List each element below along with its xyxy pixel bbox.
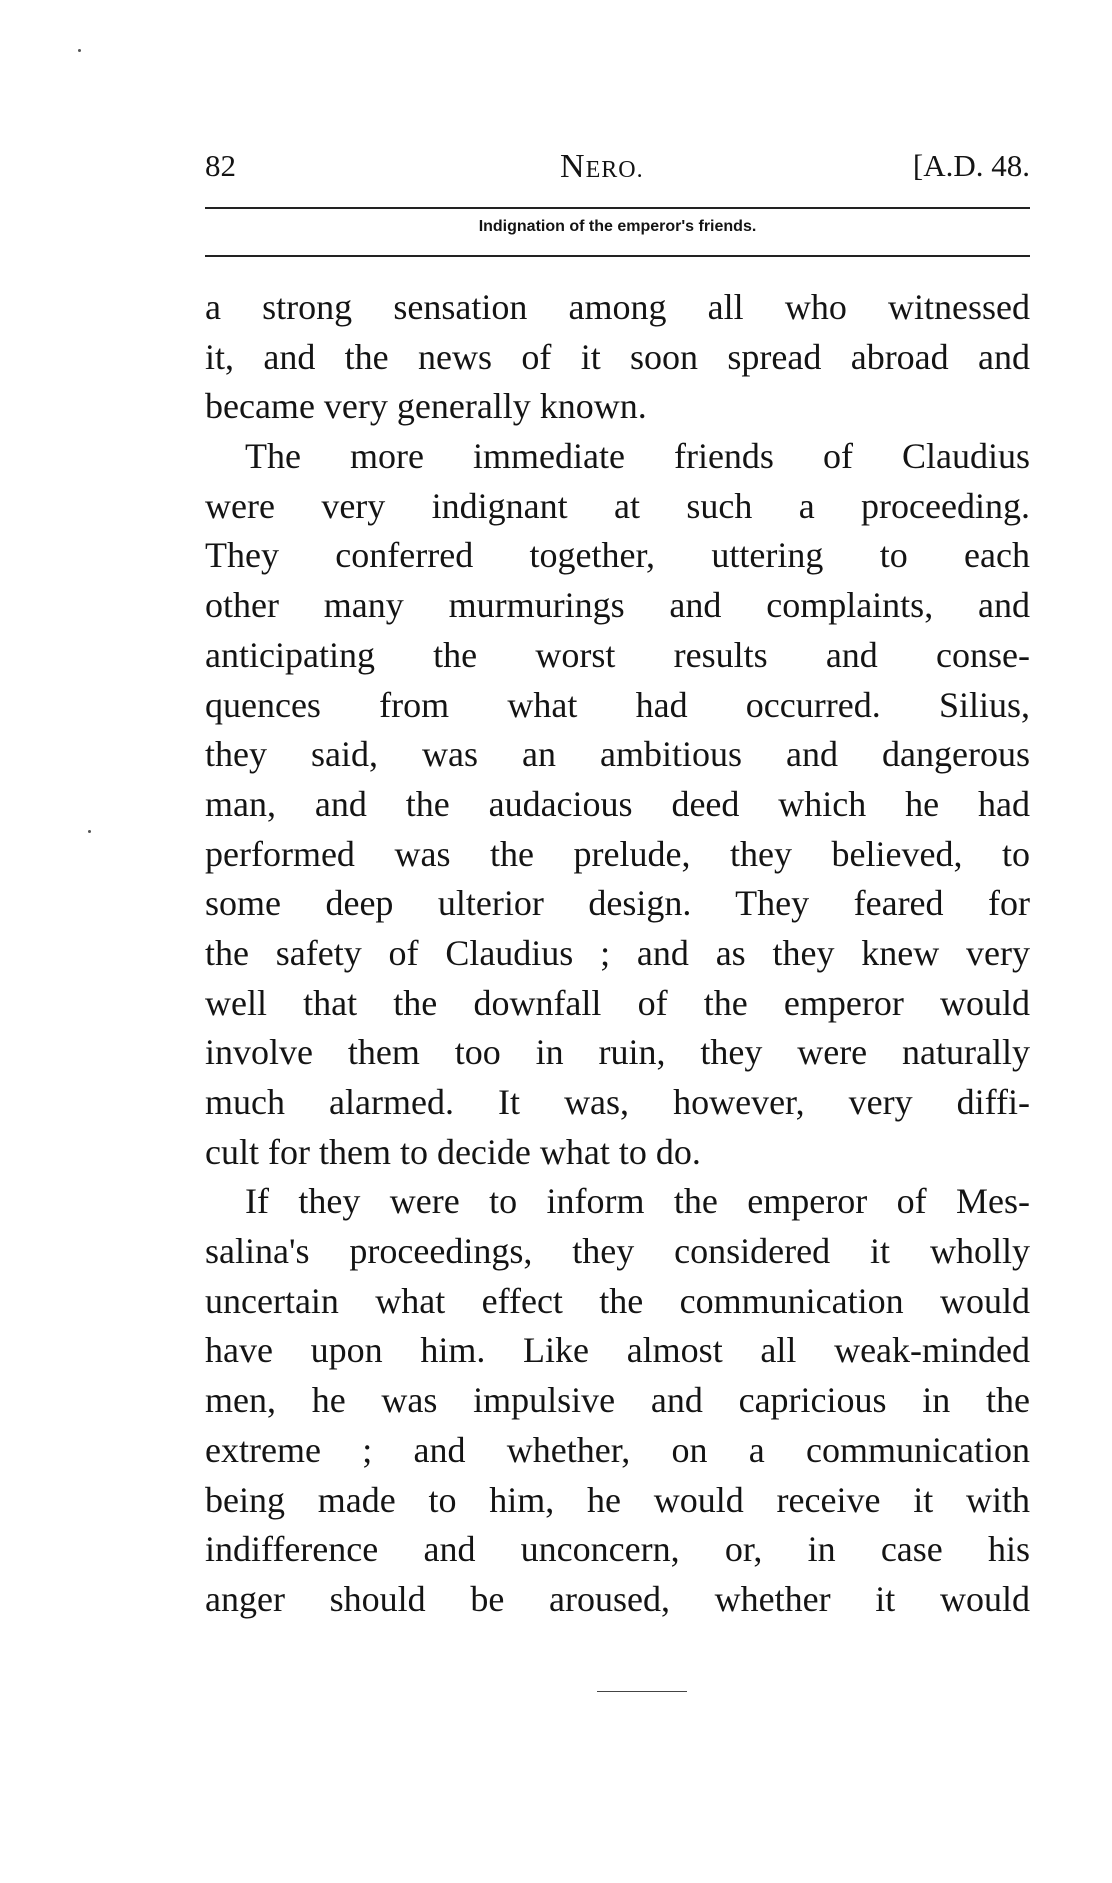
- running-title: [560, 148, 644, 186]
- text-line: anger should be aroused, whether it would: [205, 1578, 1030, 1619]
- text-line: well that the downfall of the emperor would: [205, 982, 1030, 1023]
- text-line: it, and the news of it soon spread abroad and: [205, 336, 1030, 377]
- running-title-rest: ERO.: [585, 157, 644, 183]
- text-line: being made to him, he would receive it with: [205, 1479, 1030, 1520]
- catchword-dash: [597, 1691, 687, 1692]
- text-line: have upon him. Like almost all weak-minded: [205, 1330, 1030, 1371]
- page-number: 82: [205, 148, 236, 183]
- body-text: [205, 283, 1030, 1625]
- text-line: some deep ulterior design. They feared for: [205, 883, 1030, 924]
- text-line: uncertain what effect the communication would: [205, 1280, 1030, 1321]
- text-line: much alarmed. It was, however, very diffi-: [205, 1082, 1030, 1122]
- text-line: salina's proceedings, they considered it wholly: [205, 1231, 1030, 1272]
- text-line: If they were to inform the emperor of Mes-: [245, 1181, 1030, 1222]
- subheading-rule: [205, 255, 1030, 257]
- text-line: a strong sensation among all who witnessed: [205, 287, 1030, 327]
- text-line: anticipating the worst results and conse-: [205, 634, 1030, 675]
- section-subheading: Indignation of the emperor's friends.: [478, 218, 757, 235]
- text-line: The more immediate friends of Claudius: [245, 436, 1030, 477]
- header-rule: [205, 207, 1030, 209]
- text-line: performed was the prelude, they believed, to: [205, 833, 1030, 874]
- text-line: indifference and unconcern, or, in case his: [205, 1529, 1030, 1570]
- text-line: cult for them to decide what to do.: [205, 1131, 701, 1172]
- text-line: other many murmurings and complaints, and: [205, 585, 1030, 626]
- text-line: involve them too in ruin, they were naturally: [205, 1032, 1030, 1073]
- text-line: were very indignant at such a proceeding.: [205, 485, 1030, 526]
- text-line: man, and the audacious deed which he had: [205, 783, 1030, 824]
- text-line: quences from what had occurred. Silius,: [205, 684, 1030, 725]
- running-header: [205, 148, 1030, 194]
- running-title-initial: N: [560, 148, 586, 185]
- page-speck: [78, 49, 81, 52]
- text-line: men, he was impulsive and capricious in the: [205, 1380, 1030, 1421]
- text-line: They conferred together, uttering to each: [205, 535, 1030, 576]
- date-label: [A.D. 48.: [912, 148, 1030, 183]
- page-speck: [88, 830, 91, 833]
- text-line: they said, was an ambitious and dangerous: [205, 734, 1030, 775]
- text-line: the safety of Claudius ; and as they knew very: [205, 932, 1030, 973]
- text-line: became very generally known.: [205, 386, 647, 427]
- text-line: extreme ; and whether, on a communication: [205, 1429, 1030, 1470]
